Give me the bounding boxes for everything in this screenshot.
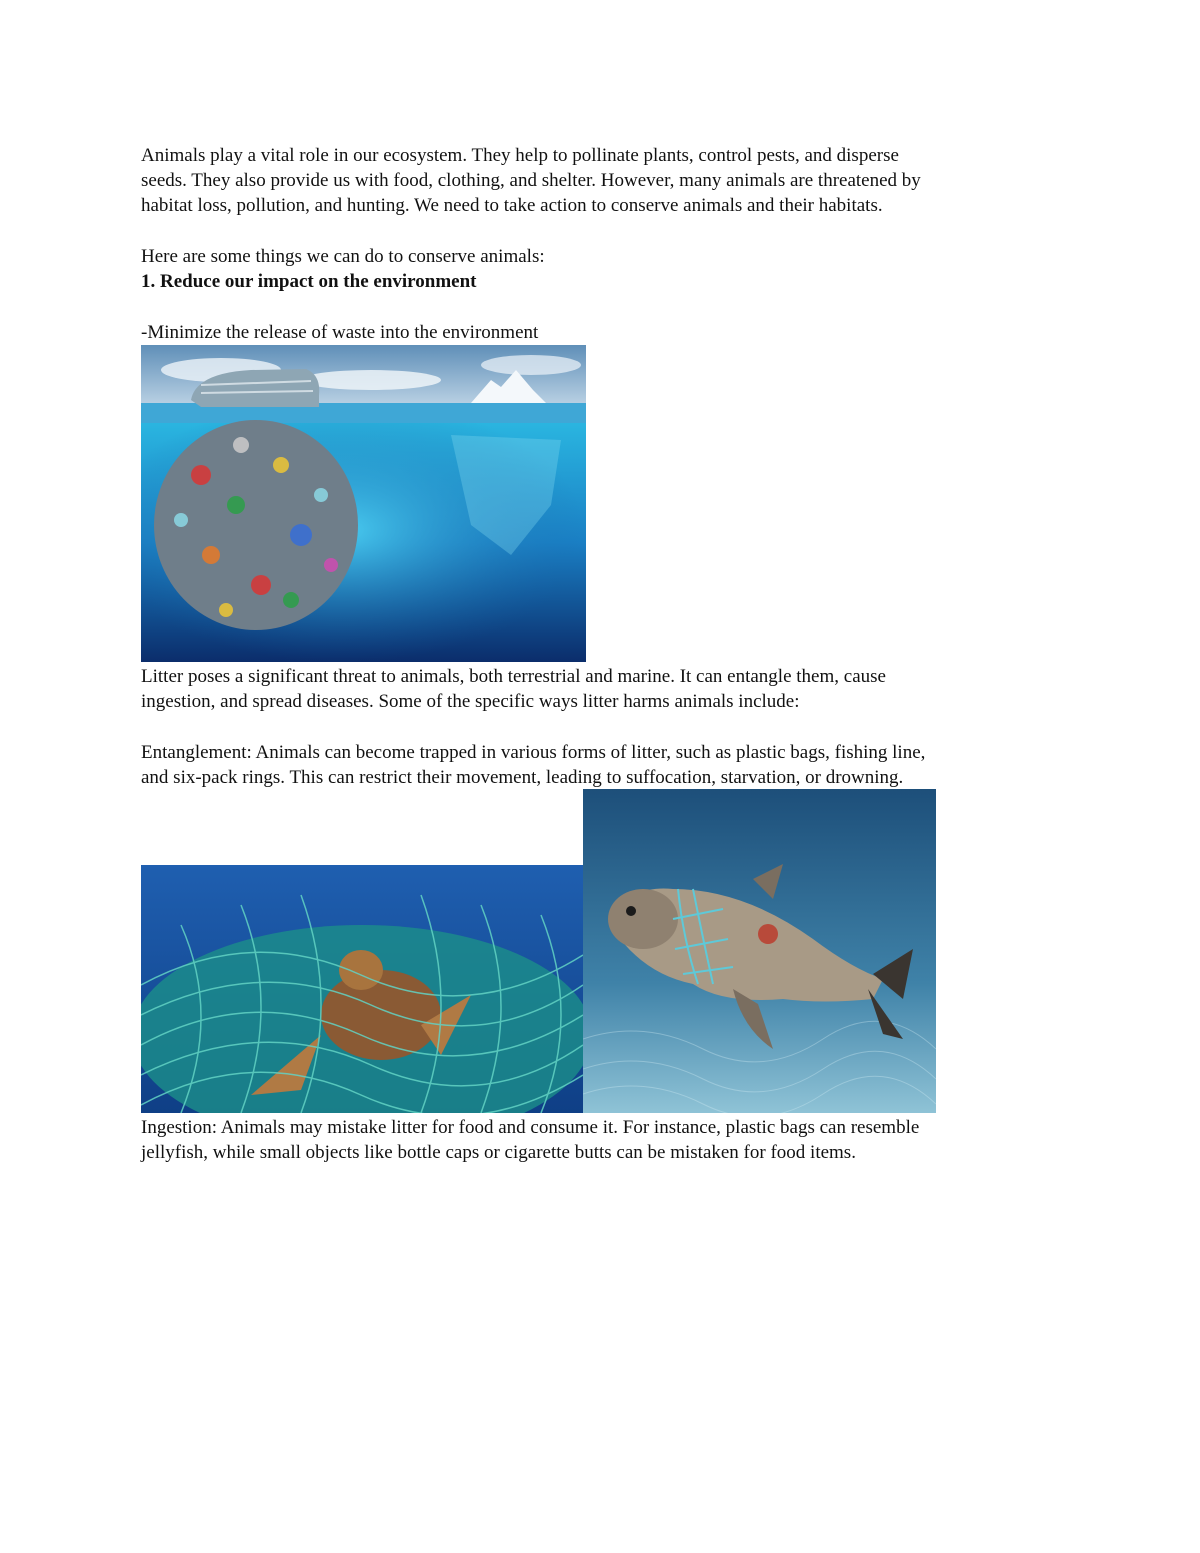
entanglement-paragraph — [141, 740, 925, 790]
section-heading: 1. Reduce our impact on the environment — [141, 271, 477, 292]
intro-paragraph — [141, 143, 921, 218]
litter-line-2: ingestion, and spread diseases. Some of the specific ways litter harms animals include: — [141, 691, 800, 712]
entanglement-line-2: and six-pack rings. This can restrict their movement, leading to suffocation, starvation, or drowning. — [141, 767, 904, 788]
turtle-net-image — [141, 865, 583, 1113]
seal-net-image — [583, 789, 936, 1113]
turtle-net-illustration — [141, 865, 583, 1113]
bullet-line: -Minimize the release of waste into the environment — [141, 322, 539, 343]
entanglement-line-1: Entanglement: Animals can become trapped in various forms of litter, such as plastic bags, fishing line, — [141, 742, 926, 763]
plastic-iceberg-illustration — [141, 345, 586, 662]
lead-in-line: Here are some things we can do to conserve animals: — [141, 246, 545, 267]
intro-line-2: seeds. They also provide us with food, clothing, and shelter. However, many animals are threatened by — [141, 170, 921, 191]
litter-line-1: Litter poses a significant threat to animals, both terrestrial and marine. It can entangle them, cause — [141, 666, 886, 687]
minimize-waste-bullet — [141, 320, 538, 345]
lead-in-paragraph — [141, 244, 545, 294]
ingestion-line-1: Ingestion: Animals may mistake litter for food and consume it. For instance, plastic bags can resemble — [141, 1117, 920, 1138]
seal-net-illustration — [583, 789, 936, 1113]
intro-line-3: habitat loss, pollution, and hunting. We need to take action to conserve animals and their habitats. — [141, 195, 883, 216]
ingestion-line-2: jellyfish, while small objects like bottle caps or cigarette butts can be mistaken for food items. — [141, 1142, 856, 1163]
litter-paragraph — [141, 664, 886, 714]
ingestion-paragraph — [141, 1115, 919, 1165]
intro-line-1: Animals play a vital role in our ecosystem. They help to pollinate plants, control pests, and disperse — [141, 145, 899, 166]
plastic-iceberg-image — [141, 345, 586, 662]
